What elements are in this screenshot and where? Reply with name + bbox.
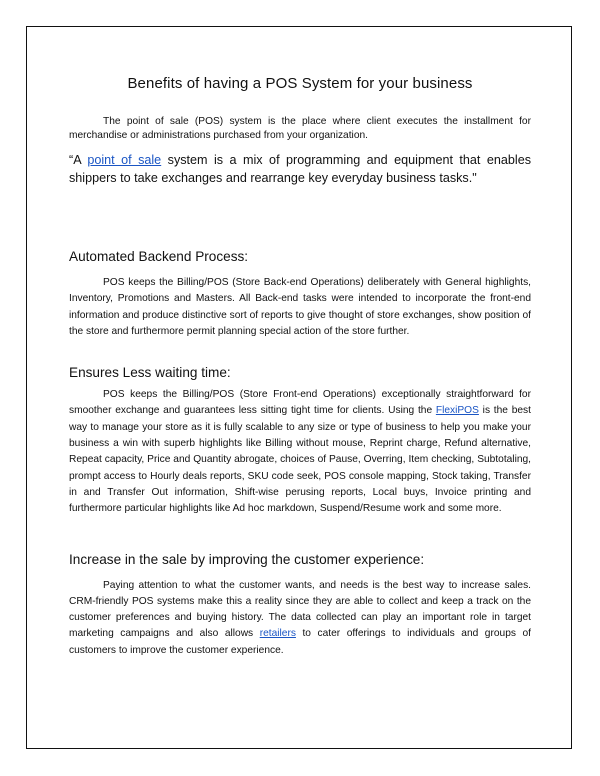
heading-increase-sale: Increase in the sale by improving the customer experience:: [69, 551, 425, 567]
heading-less-waiting: Ensures Less waiting time:: [69, 365, 231, 381]
less-waiting-text-before: POS keeps the Billing/POS (Store Front-end Operations) exceptionally straightforward for smoother exchange and guarantees less sitting tight time for clients. Using the: [69, 389, 531, 417]
document-page: [26, 26, 572, 749]
page-title: Benefits of having a POS System for your business: [127, 75, 473, 92]
less-waiting-paragraph: [69, 387, 531, 517]
backend-paragraph: POS keeps the Billing/POS (Store Back-end Operations) deliberately with General highlights, Inventory, Promotions and Masters. All Back-end tasks were intended to incorporate the front-end information and produce distinctive sort of reports to give thought of store exchanges, show position of the store and furthermore permit planning special action of the store further.: [69, 277, 531, 337]
retailers-link[interactable]: retailers: [259, 628, 296, 640]
quote-open: “A: [69, 153, 88, 167]
document-content: [69, 75, 531, 659]
quote-rest: system is a mix of programming and equipment that enables shippers to take exchanges and rearrange key everyday business tasks.": [69, 153, 531, 185]
increase-sale-paragraph: [69, 578, 531, 659]
less-waiting-text-after: is the best way to manage your store as it is fully scalable to any size or type of business to help you make your business a win with superb highlights like Billing without mouse, Reprint charge, Refund alternative, Repeat capacity, Price and Quantity abrogate, choices of Pause, Overring, Item checking, Subtotaling, prompt access to Hourly deals reports, SKU code seek, POS console mapping, Stock taking, Transfer in and Transfer Out information, Shift-wise perusing reports, Local buys, Invoice printing and furthermore particular highlights like Ad hoc markdown, Suspend/Resume work and some more.: [69, 405, 531, 515]
increase-sale-text-after: to cater offerings to individuals and groups of customers to improve the customer experience.: [69, 628, 531, 656]
quote-paragraph: [69, 151, 531, 187]
increase-sale-text-before: Paying attention to what the customer wants, and needs is the best way to increase sales. CRM-friendly POS systems make this a reality since they are able to collect and keep a track on the customer preferences and buying history. The data collected can play an important role in target marketing campaigns and also allows: [69, 579, 531, 640]
point-of-sale-link[interactable]: point of sale: [87, 153, 162, 167]
flexipos-link[interactable]: FlexiPOS: [435, 405, 479, 417]
heading-automated-backend: Automated Backend Process:: [69, 249, 249, 264]
intro-paragraph: The point of sale (POS) system is the place where client executes the installment for merchandise or administrations purchased from your organization.: [69, 116, 531, 141]
